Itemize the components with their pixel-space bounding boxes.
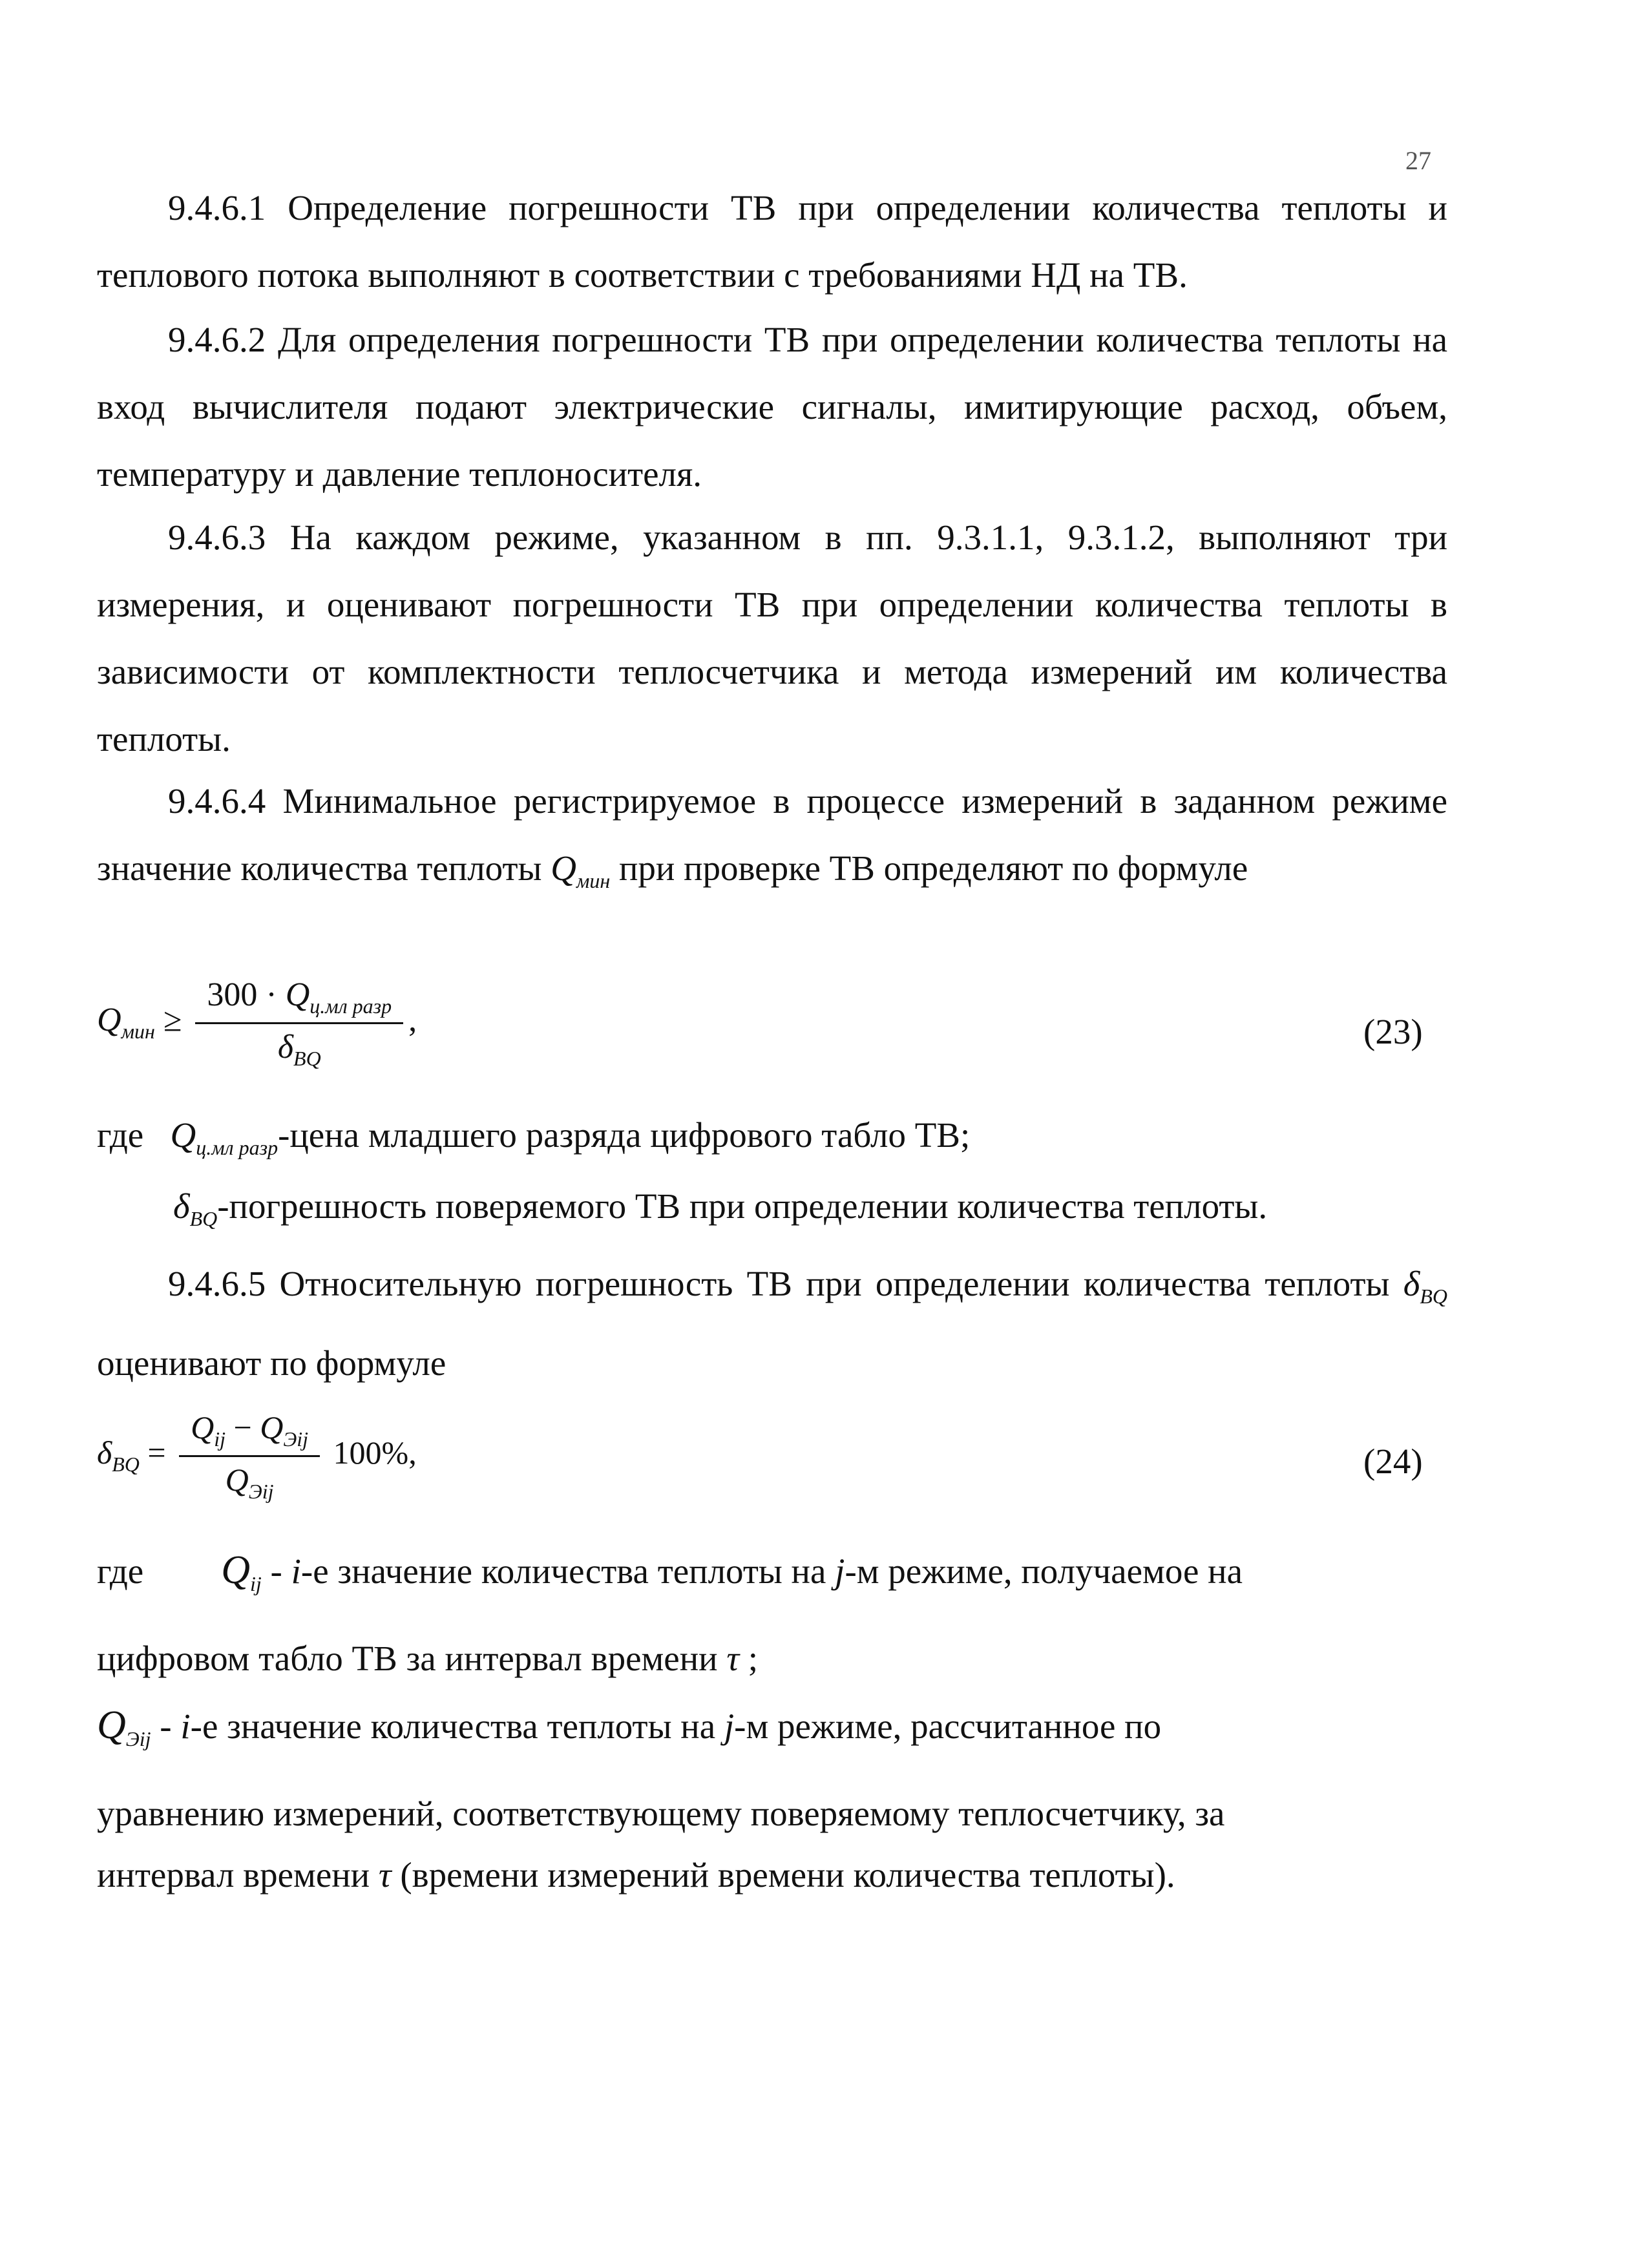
formula-23-denominator: $\delta_{BQ}$: [277, 1029, 321, 1070]
equation-number-23: (23): [1363, 1012, 1423, 1051]
formula-23-fraction: [195, 976, 403, 1071]
formula-24-denominator: $Q_{Эij}$: [225, 1462, 274, 1503]
paragraph-9-4-6-3: 9.4.6.3 На каждом режиме, указанном в пп. 9.3.1.1, 9.3.1.2, выполняют три измерения, и оценивают погрешности ТВ при определении количества теплоты в зависимости от комплектности теплосчетчика и метода измерений им количества теплоты.: [97, 518, 1447, 759]
paragraph-9-4-6-5: 9.4.6.5 Относительную погрешность ТВ при определении количества теплоты $\delta_{BQ}$ оценивают по формуле: [97, 1264, 1447, 1383]
percent-factor: 100%,: [333, 1434, 417, 1471]
formula-24-numerator: $Q_{ij} - Q_{Эij}$: [179, 1409, 320, 1457]
geq-sign: ≥: [163, 1002, 182, 1039]
page-number: 27: [1405, 146, 1431, 175]
q-ij-symbol: $Q_{ij}$: [221, 1548, 262, 1595]
definition-q-ij: где $Q_{ij} - i-е$ значение количества теплоты на j-м режиме, получаемое на: [97, 1548, 1243, 1595]
q-min-lhs: $Q_{мин}$: [97, 1002, 155, 1044]
definition-q-e-cont1: уравнению измерений, соответствующему поверяемому теплосчетчику, за: [97, 1794, 1225, 1833]
p4-text-start: 9.4.6.4 Минимальное регистрируемое в процессе измерений в заданном режиме значение количества теплоты: [97, 781, 1447, 888]
formula-24: $\delta_{BQ}$ = $\frac{Q_{ij} - Q_{Эij}}{Q_{Эij}}$ 100%,: [97, 1409, 417, 1503]
delta-bq-symbol: $\delta_{BQ}$: [173, 1186, 218, 1230]
definition-q-e: $Q_{Эij} - i-е$ значение количества теплоты на j-м режиме, рассчитанное по: [97, 1703, 1162, 1750]
q-e-symbol: $Q_{Эij}$: [97, 1703, 151, 1750]
formula-23: $Q_{мин}$ ≥ $\frac{300 \cdot Q_{ц.мл разр}}{\delta_{BQ}}$ ,: [97, 976, 417, 1070]
formula-23-numerator: $300 \cdot Q_{ц.мл разр}$: [195, 976, 403, 1024]
paragraph-9-4-6-1: 9.4.6.1 Определение погрешности ТВ при определении количества теплоты и теплового потока выполняют в соответствии с требованиями НД на ТВ.: [97, 188, 1447, 295]
paragraph-9-4-6-4: [97, 768, 1447, 914]
definition-q-e-cont2: интервал времени τ (времени измерений времени количества теплоты).: [97, 1855, 1175, 1895]
p4-text-end: при проверке ТВ определяют по формуле: [610, 848, 1248, 888]
delta-bq-inline: $\delta_{BQ}$: [1403, 1264, 1447, 1308]
q-min-symbol: $Q_{мин}$: [551, 848, 611, 892]
paragraph-9-4-6-2: 9.4.6.2 Для определения погрешности ТВ при определении количества теплоты на вход вычислителя подают электрические сигналы, имитирующие расход, объем, температуру и давление теплоносителя.: [97, 320, 1447, 494]
definition-delta-bq: $\delta_{BQ}$-погрешность поверяемого ТВ при определении количества теплоты.: [173, 1186, 1268, 1230]
delta-bq-lhs: $\delta_{BQ}$: [97, 1434, 140, 1476]
equation-number-24: (24): [1363, 1442, 1423, 1481]
q-cost-symbol: $Q_{ц.мл разр}$: [170, 1115, 278, 1159]
formula-24-fraction: [179, 1409, 320, 1504]
definition-q-cost: где $Q_{ц.мл разр}$-цена младшего разряда цифрового табло ТВ;: [97, 1115, 971, 1159]
definition-q-ij-cont: цифровом табло ТВ за интервал времени τ ;: [97, 1639, 759, 1678]
